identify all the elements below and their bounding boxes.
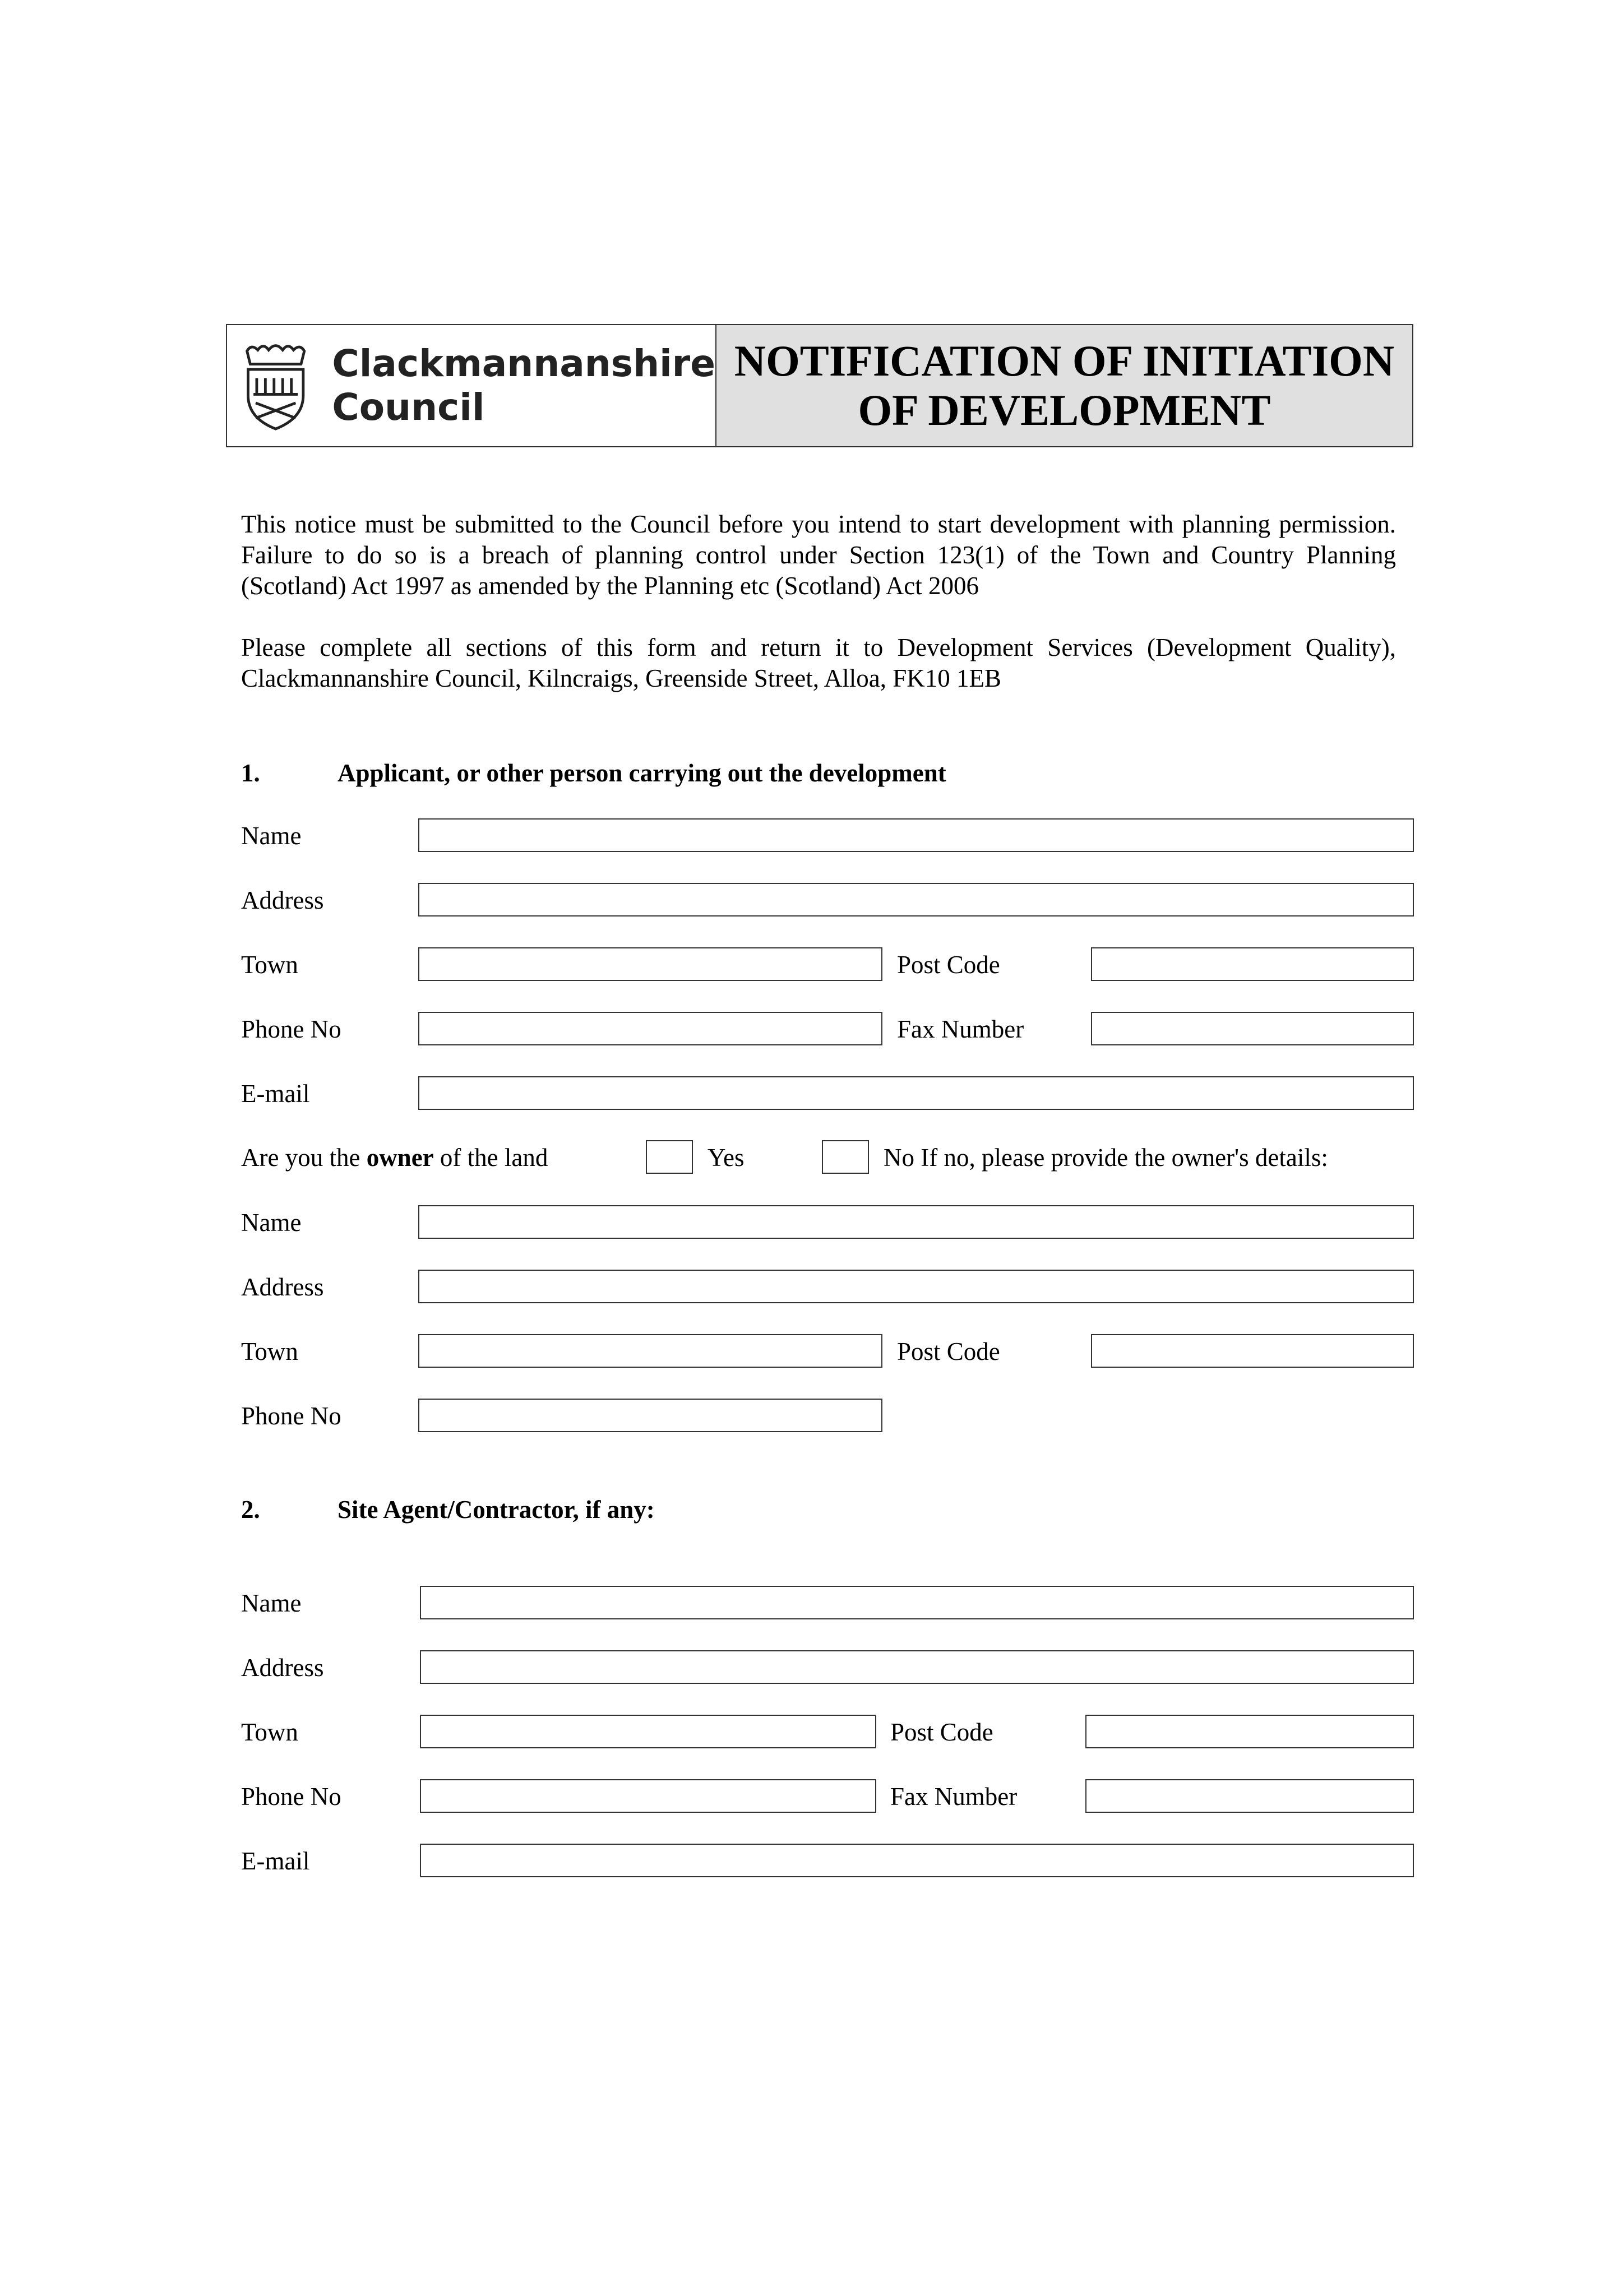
owner-question-prefix: Are you the bbox=[241, 1144, 367, 1172]
contractor-fax-label: Fax Number bbox=[890, 1783, 1018, 1811]
contractor-name-label: Name bbox=[241, 1589, 302, 1617]
owner-name-label: Name bbox=[241, 1209, 302, 1237]
crest-icon bbox=[241, 337, 311, 434]
contractor-address-label: Address bbox=[241, 1654, 324, 1682]
applicant-phone-label: Phone No bbox=[241, 1015, 341, 1043]
applicant-fax-field[interactable] bbox=[1091, 1012, 1414, 1045]
owner-name-field[interactable] bbox=[418, 1205, 1414, 1239]
title-line-1: NOTIFICATION OF INITIATION bbox=[734, 336, 1395, 385]
owner-address-field[interactable] bbox=[418, 1270, 1414, 1303]
owner-phone-label: Phone No bbox=[241, 1402, 341, 1430]
applicant-town-field[interactable] bbox=[418, 947, 882, 981]
title-line-2: OF DEVELOPMENT bbox=[858, 386, 1271, 434]
owner-town-field[interactable] bbox=[418, 1334, 882, 1368]
owner-postcode-field[interactable] bbox=[1091, 1334, 1414, 1368]
applicant-fax-label: Fax Number bbox=[897, 1015, 1024, 1043]
owner-question-suffix: of the land bbox=[433, 1144, 548, 1172]
contractor-phone-field[interactable] bbox=[420, 1779, 876, 1813]
contractor-postcode-label: Post Code bbox=[890, 1718, 993, 1746]
intro-paragraph-1: This notice must be submitted to the Council before you intend to start development with planning permission. Failure to do so is a breach of planning control under Section 123(1) of the Town and Country Planning (Scotland) Act 1997 as amended by the Planning etc (Scotland) Act 2006 bbox=[241, 510, 1396, 600]
applicant-town-label: Town bbox=[241, 951, 298, 979]
owner-town-label: Town bbox=[241, 1337, 298, 1365]
logo-line-1: Clackmannanshire bbox=[332, 342, 715, 385]
owner-no-checkbox[interactable] bbox=[822, 1140, 869, 1174]
contractor-town-field[interactable] bbox=[420, 1715, 876, 1748]
applicant-address-label: Address bbox=[241, 886, 324, 914]
applicant-name-label: Name bbox=[241, 822, 302, 850]
form-title bbox=[734, 336, 1394, 435]
council-name bbox=[332, 342, 715, 429]
intro-paragraph-2: Please complete all sections of this form and return it to Development Services (Development Quality), Clackmannanshire Council, Kilncraigs, Greenside Street, Alloa, FK10 1EB bbox=[241, 633, 1396, 692]
applicant-postcode-label: Post Code bbox=[897, 951, 1000, 979]
applicant-name-field[interactable] bbox=[418, 818, 1414, 852]
applicant-address-field[interactable] bbox=[418, 883, 1414, 916]
section-1-title: Applicant, or other person carrying out the development bbox=[337, 759, 946, 787]
form-title-cell bbox=[716, 325, 1412, 446]
section-1-heading bbox=[241, 758, 946, 789]
owner-address-label: Address bbox=[241, 1273, 324, 1301]
applicant-postcode-field[interactable] bbox=[1091, 947, 1414, 981]
owner-phone-field[interactable] bbox=[418, 1399, 882, 1432]
owner-question bbox=[241, 1142, 548, 1173]
contractor-email-field[interactable] bbox=[420, 1844, 1414, 1877]
council-logo bbox=[227, 325, 716, 446]
section-2-number: 2. bbox=[241, 1496, 260, 1524]
contractor-fax-field[interactable] bbox=[1085, 1779, 1414, 1813]
section-2-heading bbox=[241, 1494, 655, 1525]
section-2-title: Site Agent/Contractor, if any: bbox=[337, 1496, 655, 1524]
section-1-number: 1. bbox=[241, 759, 260, 787]
owner-yes-label: Yes bbox=[708, 1144, 745, 1172]
owner-no-label: No If no, please provide the owner's details: bbox=[884, 1144, 1328, 1172]
owner-postcode-label: Post Code bbox=[897, 1337, 1000, 1365]
contractor-postcode-field[interactable] bbox=[1085, 1715, 1414, 1748]
contractor-town-label: Town bbox=[241, 1718, 298, 1746]
form-header bbox=[226, 324, 1413, 447]
contractor-address-field[interactable] bbox=[420, 1650, 1414, 1684]
contractor-email-label: E-mail bbox=[241, 1847, 310, 1875]
contractor-phone-label: Phone No bbox=[241, 1783, 341, 1811]
applicant-email-label: E-mail bbox=[241, 1080, 310, 1108]
contractor-name-field[interactable] bbox=[420, 1586, 1414, 1619]
logo-line-2: Council bbox=[332, 386, 485, 429]
owner-yes-checkbox[interactable] bbox=[646, 1140, 693, 1174]
owner-question-bold: owner bbox=[366, 1144, 434, 1172]
applicant-phone-field[interactable] bbox=[418, 1012, 882, 1045]
applicant-email-field[interactable] bbox=[418, 1076, 1414, 1110]
